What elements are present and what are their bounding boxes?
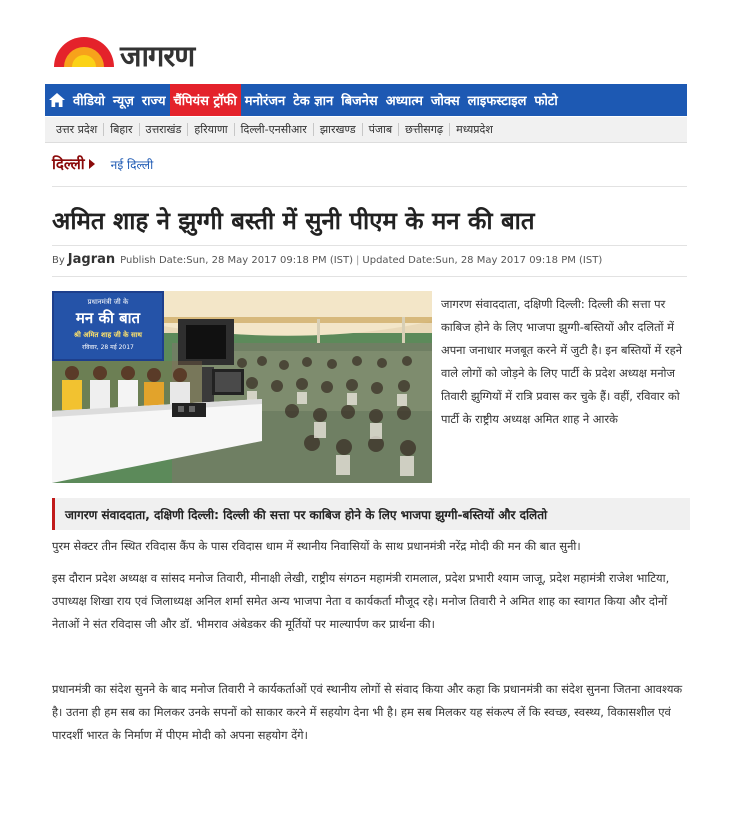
nav-item-states[interactable]: राज्य — [141, 94, 166, 109]
article-paragraph: प्रधानमंत्री का संदेश सुनने के बाद मनोज तिवारी ने कार्यकर्ताओं एवं स्थानीय लोगों से संवाद किया और कहा कि प्रधानमंत्री का संदेश सुनना जितना आवश्यक है। उतना ही हम सब का मिलकर उनके सपनों को साकार करने में सहयोग देना भी है। हम सब मिलकर यह संकल्प लें कि स्वच्छ, स्वस्थ्य, विकासशील एवं पारदर्शी भारत के निर्माण में पीएम मोदी को अपना सहयोग देंगे। — [52, 682, 683, 742]
nav-item-jokes[interactable]: जोक्स — [430, 94, 460, 109]
brand-name[interactable]: जागरण — [120, 39, 195, 73]
breadcrumb — [52, 154, 153, 174]
nav-item-spirituality[interactable]: अध्यात्म — [385, 94, 423, 109]
nav-item-lifestyle[interactable]: लाइफस्टाइल — [467, 94, 527, 109]
byline-separator: | — [356, 255, 360, 266]
home-icon[interactable] — [45, 84, 69, 116]
divider — [52, 276, 687, 277]
nav-item-entertainment[interactable]: मनोरंजन — [244, 94, 286, 109]
nav-item-business[interactable]: बिजनेस — [341, 94, 378, 109]
article-summary: जागरण संवाददाता, दक्षिणी दिल्ली: दिल्ली की सत्ता पर काबिज होने के लिए भाजपा झुग्गी-बस्तियों और दलितो — [52, 498, 690, 530]
byline-by: By — [52, 255, 65, 266]
main-navigation — [45, 84, 687, 116]
article-byline — [52, 252, 602, 267]
state-link-haryana[interactable]: हरियाणा — [188, 123, 234, 136]
article-photo — [52, 291, 432, 483]
nav-item-photo[interactable]: फोटो — [534, 94, 558, 109]
state-link-punjab[interactable]: पंजाब — [363, 123, 400, 136]
divider — [52, 186, 687, 187]
breadcrumb-arrow-icon — [89, 159, 95, 169]
state-link-chhattisgarh[interactable]: छत्तीसगढ़ — [399, 123, 450, 136]
state-link-jharkhand[interactable]: झारखण्ड — [314, 123, 363, 136]
state-navigation — [45, 117, 687, 143]
nav-item-tech[interactable]: टेक ज्ञान — [293, 94, 334, 109]
breadcrumb-delhi[interactable]: दिल्ली — [52, 155, 85, 173]
breadcrumb-new-delhi[interactable]: नई दिल्ली — [110, 157, 154, 172]
state-link-uttar-pradesh[interactable]: उत्तर प्रदेश — [50, 123, 104, 136]
article-paragraph: इस दौरान प्रदेश अध्यक्ष व सांसद मनोज तिवारी, मीनाक्षी लेखी, राष्ट्रीय संगठन महामंत्री रामलाल, प्रदेश प्रभारी श्याम जाजू, प्रदेश महामंत्री राजेश भाटिया, उपाध्यक्ष शिखा राय एवं जिलाध्यक्ष अनिल शर्मा समेत अन्य भाजपा नेता व कार्यकर्ता मौजूद रहे। मनोज तिवारी ने अमित शाह का स्वागत किया और दोनों नेताओं ने संत रविदास जी और डॉ. भीमराव अंबेडकर की मूर्तियों पर माल्यार्पण कर प्रार्थना की। — [52, 571, 670, 631]
banner-line-2: मन की बात — [75, 309, 141, 327]
article-paragraph: पुरम सेक्टर तीन स्थित रविदास कैंप के पास रविदास धाम में स्थानीय निवासियों के साथ प्रधानमंत्री नरेंद्र मोदी की मन की बात सुनी। — [52, 539, 581, 553]
divider — [52, 245, 687, 246]
nav-item-news[interactable]: न्यूज़ — [112, 94, 134, 109]
nav-item-video[interactable]: वीडियो — [73, 94, 105, 109]
state-link-bihar[interactable]: बिहार — [104, 123, 139, 136]
updated-date: Updated Date:Sun, 28 May 2017 09:18 PM (IST) — [362, 255, 603, 266]
nav-item-champions-trophy[interactable]: चैंपियंस ट्रॉफी — [170, 84, 241, 116]
byline-author[interactable]: Jagran — [67, 252, 116, 267]
publish-date: Publish Date:Sun, 28 May 2017 09:18 PM (IST) — [120, 255, 354, 266]
article-headline: अमित शाह ने झुग्गी बस्ती में सुनी पीएम के मन की बात — [52, 207, 535, 235]
banner-line-3: श्री अमित शाह जी के साथ — [74, 331, 142, 339]
state-link-madhya-pradesh[interactable]: मध्यप्रदेश — [456, 123, 493, 136]
state-link-uttarakhand[interactable]: उत्तराखंड — [140, 123, 189, 136]
article-lead: जागरण संवाददाता, दक्षिणी दिल्ली: दिल्ली की सत्ता पर काबिज होने के लिए भाजपा झुग्गी-बस्तियों और दलितों में अपना जनाधार मजबूत करने में जुटी है। इन बस्तियों में रहने वाले लोगों को जोड़ने के लिए पार्टी के प्रदेश अध्यक्ष मनोज तिवारी झुग्गियों में रात्रि प्रवास कर चुके हैं। वहीं, रविवार को पार्टी के राष्ट्रीय अध्यक्ष अमित शाह ने आरके — [441, 297, 682, 426]
state-link-delhi-ncr[interactable]: दिल्ली-एनसीआर — [235, 123, 314, 136]
banner-line-1: प्रधानमंत्री जी के — [87, 298, 129, 306]
banner-line-4: रविवार, 28 मई 2017 — [82, 344, 134, 351]
